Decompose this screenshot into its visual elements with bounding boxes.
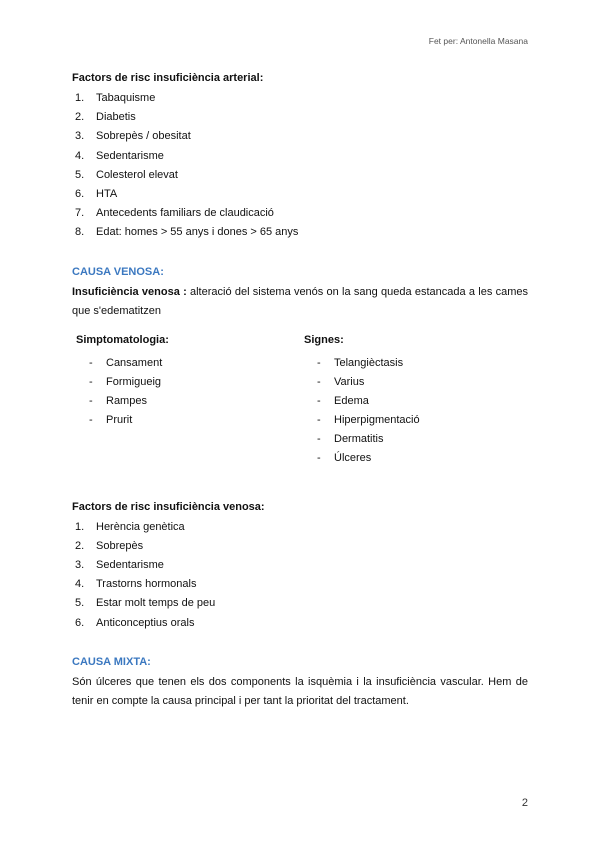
list-item bbox=[72, 518, 528, 537]
venous-risk-list bbox=[72, 518, 528, 633]
list-item bbox=[300, 373, 528, 392]
signs-title: Signes: bbox=[304, 333, 344, 346]
list-item bbox=[72, 373, 300, 392]
item-text: HTA bbox=[96, 187, 118, 200]
page-number: 2 bbox=[521, 797, 528, 809]
list-item bbox=[72, 537, 528, 556]
list-item bbox=[72, 392, 300, 411]
causa-mixta-heading: CAUSA MIXTA: bbox=[72, 655, 151, 668]
item-text: Úlceres bbox=[334, 452, 372, 465]
causa-mixta-section bbox=[72, 655, 528, 711]
item-text: Sedentarisme bbox=[96, 559, 164, 571]
page-header-author: Fet per: Antonella Masana bbox=[428, 36, 528, 46]
item-text: Sedentarisme bbox=[96, 149, 164, 162]
list-item bbox=[72, 127, 528, 146]
item-text: Dermatitis bbox=[334, 433, 384, 446]
item-text: Prurit bbox=[106, 414, 133, 427]
list-item bbox=[72, 354, 300, 373]
venous-risk-title: Factors de risc insuficiència venosa: bbox=[72, 500, 265, 513]
list-item bbox=[300, 354, 528, 373]
item-text: Sobrepès bbox=[96, 539, 144, 552]
item-text: Hiperpigmentació bbox=[334, 414, 420, 427]
item-text: Edema bbox=[334, 394, 369, 407]
list-item bbox=[72, 223, 528, 242]
dash-bullet: - bbox=[317, 356, 321, 369]
list-item bbox=[72, 556, 528, 575]
item-number: 4. bbox=[75, 149, 85, 162]
document-body bbox=[72, 71, 528, 711]
item-text: Antecedents familiars de claudicació bbox=[96, 207, 274, 220]
causa-venosa-section bbox=[72, 265, 528, 469]
list-item bbox=[72, 147, 528, 166]
signs-list bbox=[300, 354, 528, 469]
item-number: 6. bbox=[75, 616, 85, 629]
list-item bbox=[72, 185, 528, 204]
causa-venosa-heading: CAUSA VENOSA: bbox=[72, 265, 164, 278]
item-text: Trastorns hormonals bbox=[96, 578, 197, 591]
venous-risk-section bbox=[72, 500, 528, 633]
dash-bullet: - bbox=[317, 394, 321, 407]
arterial-risk-list bbox=[72, 89, 528, 243]
item-number: 5. bbox=[75, 597, 85, 610]
item-text: Anticonceptius orals bbox=[96, 616, 195, 629]
item-number: 3. bbox=[75, 559, 85, 571]
dash-bullet: - bbox=[317, 433, 321, 446]
item-text: Colesterol elevat bbox=[96, 168, 178, 181]
dash-bullet: - bbox=[317, 414, 321, 427]
item-number: 8. bbox=[75, 226, 85, 239]
symptoms-title: Simptomatologia: bbox=[76, 333, 169, 346]
symptoms-column bbox=[72, 333, 300, 469]
item-text: Diabetis bbox=[96, 111, 136, 124]
item-text: Herència genètica bbox=[96, 520, 185, 533]
arterial-risk-title: Factors de risc insuficiència arterial: bbox=[72, 72, 264, 84]
dash-bullet: - bbox=[317, 375, 321, 388]
venosa-definition-term: Insuficiència venosa : bbox=[72, 285, 187, 298]
symptoms-signs-columns bbox=[72, 333, 528, 469]
list-item bbox=[72, 89, 528, 108]
item-text: Sobrepès / obesitat bbox=[96, 130, 191, 143]
dash-bullet: - bbox=[317, 452, 321, 465]
item-text: Telangièctasis bbox=[334, 356, 404, 369]
item-text: Tabaquisme bbox=[96, 92, 156, 104]
list-item bbox=[72, 108, 528, 127]
venosa-definition-text: alteració del sistema venós on la sang queda estancada a les cames que s'edematitzen bbox=[72, 285, 528, 317]
list-item bbox=[72, 614, 528, 633]
list-item bbox=[72, 204, 528, 223]
item-number: 1. bbox=[75, 92, 85, 104]
list-item bbox=[300, 411, 528, 430]
item-number: 5. bbox=[75, 168, 85, 181]
venosa-definition bbox=[72, 283, 528, 321]
list-item bbox=[72, 594, 528, 613]
list-item bbox=[72, 575, 528, 594]
item-text: Formigueig bbox=[106, 375, 162, 388]
causa-mixta-text: Són úlceres que tenen els dos components la isquèmia i la insuficiència vascular. Hem de tenir en compte la causa principal i per tant la prioritat del tractament. bbox=[72, 675, 528, 707]
symptoms-list bbox=[72, 354, 300, 431]
item-text: Estar molt temps de peu bbox=[96, 597, 216, 610]
item-text: Varius bbox=[334, 375, 365, 388]
item-text: Edat: homes > 55 anys i dones > 65 anys bbox=[96, 226, 299, 239]
item-number: 7. bbox=[75, 207, 85, 220]
list-item bbox=[300, 449, 528, 468]
item-number: 2. bbox=[75, 539, 85, 552]
item-number: 4. bbox=[75, 578, 85, 591]
dash-bullet: - bbox=[89, 356, 93, 369]
item-number: 6. bbox=[75, 187, 85, 200]
dash-bullet: - bbox=[89, 375, 93, 388]
list-item bbox=[300, 430, 528, 449]
dash-bullet: - bbox=[89, 394, 93, 407]
list-item bbox=[72, 166, 528, 185]
list-item bbox=[300, 392, 528, 411]
item-number: 1. bbox=[75, 520, 85, 533]
item-number: 3. bbox=[75, 130, 85, 143]
item-text: Rampes bbox=[106, 394, 147, 407]
item-text: Cansament bbox=[106, 356, 163, 369]
signs-column bbox=[300, 333, 528, 469]
item-number: 2. bbox=[75, 111, 85, 124]
arterial-risk-section bbox=[72, 71, 528, 243]
dash-bullet: - bbox=[89, 414, 93, 427]
list-item bbox=[72, 411, 300, 430]
